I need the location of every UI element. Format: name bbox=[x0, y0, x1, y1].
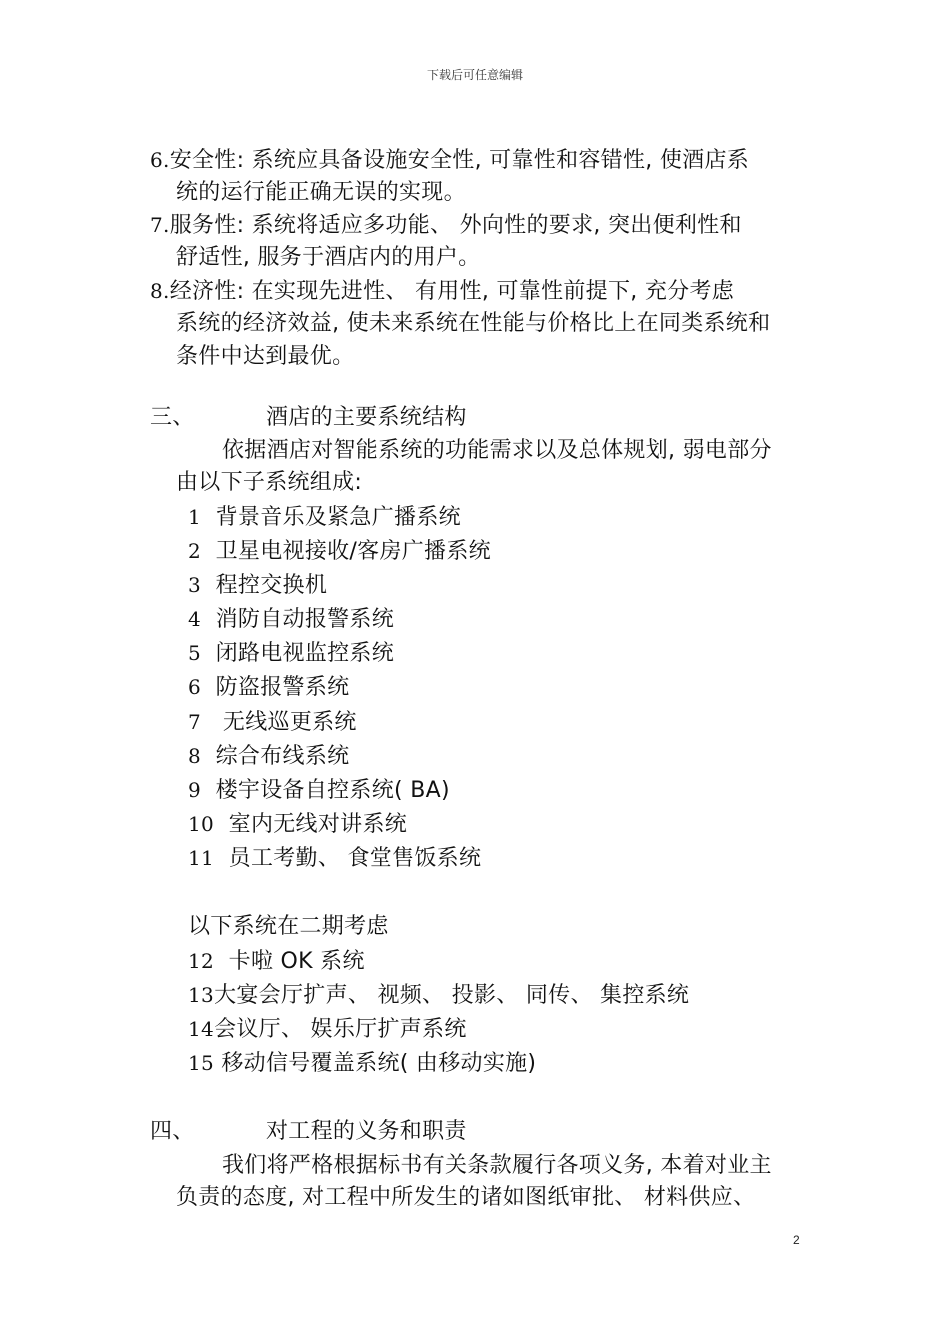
system-item bbox=[188, 672, 349, 703]
system-item bbox=[188, 707, 357, 738]
system-item bbox=[188, 843, 481, 874]
page-number: 2 bbox=[793, 1233, 800, 1247]
system-item bbox=[188, 536, 491, 567]
system-number: 10 bbox=[188, 812, 215, 836]
system-number: 12 bbox=[188, 949, 215, 973]
system-number: 13 bbox=[188, 983, 215, 1007]
system-name: 防盗报警系统 bbox=[215, 675, 350, 700]
system-number: 11 bbox=[188, 846, 215, 870]
section-3-intro-line-1: 依据酒店对智能系统的功能需求以及总体规划, 弱电部分 bbox=[222, 438, 772, 463]
phase-2-label: 以下系统在二期考虑 bbox=[188, 914, 389, 939]
system-name: 综合布线系统 bbox=[215, 744, 350, 769]
item-number: 6. bbox=[150, 148, 170, 172]
system-item bbox=[188, 570, 327, 601]
item-number: 8. bbox=[150, 279, 170, 303]
system-name: 消防自动报警系统 bbox=[215, 607, 395, 632]
page-header: 下载后可任意编辑 bbox=[426, 68, 523, 82]
system-name: 闭路电视监控系统 bbox=[215, 641, 395, 666]
system-number: 2 bbox=[188, 539, 202, 563]
system-number: 15 bbox=[188, 1051, 215, 1075]
system-number: 6 bbox=[188, 675, 202, 699]
section-4-line-1: 我们将严格根据标书有关条款履行各项义务, 本着对业主 bbox=[222, 1153, 772, 1178]
system-name: 背景音乐及紧急广播系统 bbox=[215, 505, 461, 530]
system-number: 3 bbox=[188, 573, 202, 597]
item-6-line-1 bbox=[150, 145, 749, 176]
item-text: 服务性: 系统将适应多功能、 外向性的要求, 突出便利性和 bbox=[169, 213, 742, 238]
system-item bbox=[188, 980, 689, 1011]
item-text: 安全性: 系统应具备设施安全性, 可靠性和容错性, 使酒店系 bbox=[169, 148, 750, 173]
system-name: 楼宇设备自控系统( BA) bbox=[215, 778, 450, 803]
item-8-line-1 bbox=[150, 276, 734, 307]
system-name: 室内无线对讲系统 bbox=[228, 812, 408, 837]
system-number: 4 bbox=[188, 607, 202, 631]
system-item bbox=[188, 946, 365, 977]
system-item bbox=[188, 775, 450, 806]
section-4-title: 对工程的义务和职责 bbox=[266, 1119, 467, 1144]
system-item bbox=[188, 809, 407, 840]
system-name: 程控交换机 bbox=[215, 573, 328, 598]
system-number: 9 bbox=[188, 778, 202, 802]
system-number: 7 bbox=[188, 710, 202, 734]
system-name: 移动信号覆盖系统( 由移动实施) bbox=[221, 1051, 537, 1076]
system-number: 8 bbox=[188, 744, 202, 768]
section-3-number: 三、 bbox=[150, 405, 195, 430]
system-item bbox=[188, 741, 349, 772]
system-name: 员工考勤、 食堂售饭系统 bbox=[228, 846, 482, 871]
section-3-intro-line-2: 由以下子系统组成: bbox=[176, 470, 363, 495]
item-number: 7. bbox=[150, 213, 170, 237]
system-item bbox=[188, 1014, 467, 1045]
system-number: 14 bbox=[188, 1017, 215, 1041]
item-text: 经济性: 在实现先进性、 有用性, 可靠性前提下, 充分考虑 bbox=[169, 279, 735, 304]
section-4-line-2: 负责的态度, 对工程中所发生的诸如图纸审批、 材料供应、 bbox=[176, 1185, 756, 1210]
system-name: 卡啦 OK 系统 bbox=[228, 949, 365, 974]
system-name: 卫星电视接收/客房广播系统 bbox=[215, 539, 491, 564]
system-name: 无线巡更系统 bbox=[222, 710, 357, 735]
system-item bbox=[188, 638, 394, 669]
system-item bbox=[188, 502, 461, 533]
system-name: 会议厅、 娱乐厅扩声系统 bbox=[214, 1017, 467, 1042]
section-3-title: 酒店的主要系统结构 bbox=[266, 405, 467, 430]
system-number: 5 bbox=[188, 641, 202, 665]
item-7-line-1 bbox=[150, 210, 742, 241]
system-name: 大宴会厅扩声、 视频、 投影、 同传、 集控系统 bbox=[214, 983, 690, 1008]
item-7-line-2: 舒适性, 服务于酒店内的用户。 bbox=[176, 245, 481, 270]
item-8-line-3: 条件中达到最优。 bbox=[176, 344, 355, 369]
section-4-number: 四、 bbox=[150, 1119, 195, 1144]
system-number: 1 bbox=[188, 505, 202, 529]
item-6-line-2: 统的运行能正确无误的实现。 bbox=[176, 180, 466, 205]
system-item bbox=[188, 1048, 536, 1079]
system-item bbox=[188, 604, 394, 635]
item-8-line-2: 系统的经济效益, 使未来系统在性能与价格比上在同类系统和 bbox=[176, 311, 771, 336]
